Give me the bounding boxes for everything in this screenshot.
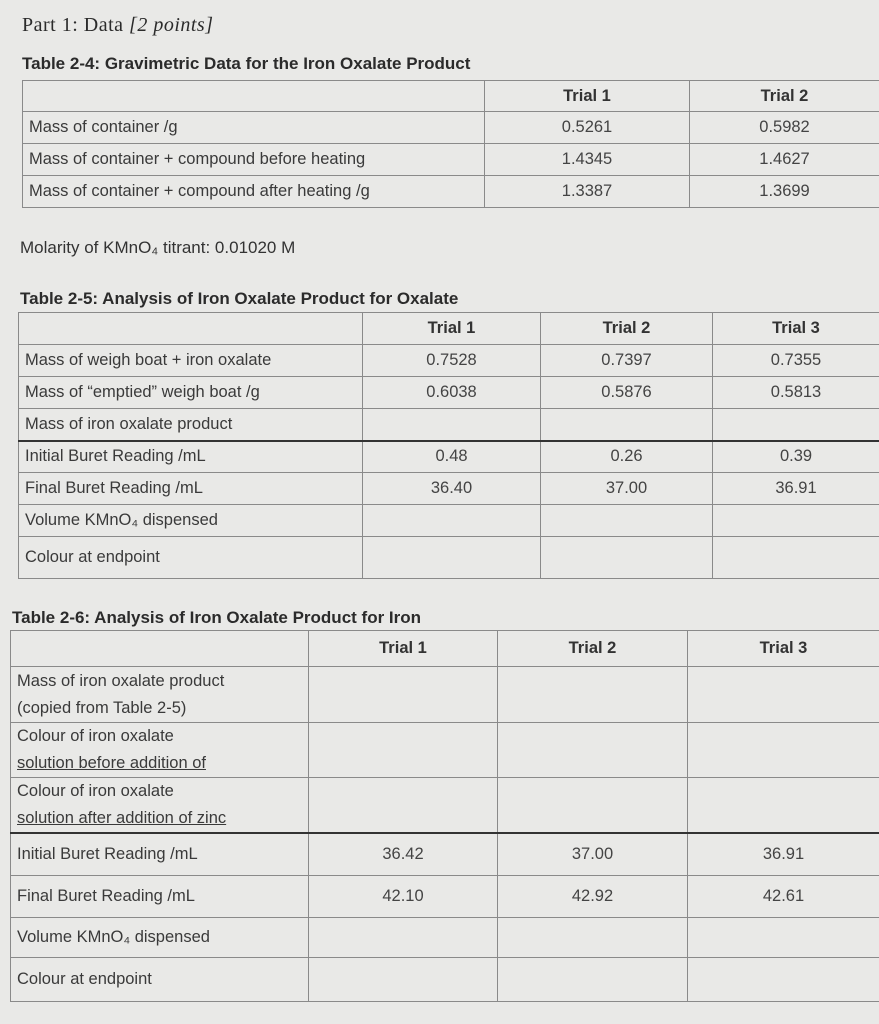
row-label: Final Buret Reading /mL [19,473,363,505]
table-row [19,473,879,505]
value-cell[interactable] [309,778,498,834]
row-label: Colour at endpoint [19,537,363,579]
value-cell[interactable]: 1.3699 [690,176,879,208]
table-row [23,112,879,144]
value-cell[interactable]: 36.40 [363,473,541,505]
part-points: [2 points] [129,14,214,36]
value-cell[interactable] [713,537,879,579]
value-cell[interactable]: 1.4627 [690,144,879,176]
row-label-line: Colour of iron oxalate [17,782,174,800]
value-cell[interactable] [688,957,879,1001]
table-row [19,537,879,579]
row-label-line: Mass of iron oxalate product [17,671,225,690]
table-2-6 [10,630,879,1002]
table-2-6-caption: Table 2-6: Analysis of Iron Oxalate Product for Iron [12,608,422,627]
value-cell[interactable]: 0.5876 [541,377,713,409]
value-cell[interactable] [309,957,498,1001]
table-header-row [19,313,879,345]
value-cell[interactable] [498,917,688,957]
value-cell[interactable]: 0.5813 [713,377,879,409]
molarity-text: Molarity of KMnO₄ titrant: 0.01020 M [20,238,296,257]
row-label: Mass of container + compound before heating [23,144,485,176]
value-cell[interactable]: 42.61 [688,875,879,917]
header-cell: Trial 1 [309,631,498,667]
row-label-line: solution after addition of zinc [17,809,227,827]
row-label: Mass of container + compound after heating /g [23,176,485,208]
table-row [19,441,879,473]
value-cell[interactable] [541,409,713,441]
value-cell[interactable] [713,505,879,537]
value-cell[interactable] [541,537,713,579]
value-cell[interactable] [541,505,713,537]
table-header-row [11,631,879,667]
row-label: Mass of “emptied” weigh boat /g [19,377,363,409]
row-label: Initial Buret Reading /mL [11,833,309,875]
value-cell[interactable] [498,778,688,834]
table-2-4 [22,80,879,208]
header-cell: Trial 2 [498,631,688,667]
value-cell[interactable]: 0.39 [713,441,879,473]
row-label: Mass of weigh boat + iron oxalate [19,345,363,377]
header-cell [19,313,363,345]
header-cell: Trial 3 [688,631,879,667]
row-label: Initial Buret Reading /mL [19,441,363,473]
value-cell[interactable] [498,723,688,778]
table-row [11,778,879,834]
header-cell [23,81,485,112]
table-row [19,377,879,409]
header-cell: Trial 1 [363,313,541,345]
value-cell[interactable]: 42.10 [309,875,498,917]
table-row [11,833,879,875]
row-label: Final Buret Reading /mL [11,875,309,917]
value-cell[interactable] [363,505,541,537]
value-cell[interactable] [688,917,879,957]
table-row [19,345,879,377]
value-cell[interactable] [498,957,688,1001]
table-row [19,505,879,537]
row-label-line: solution before addition of [17,754,206,772]
row-label [11,667,309,723]
header-cell [11,631,309,667]
value-cell[interactable] [498,667,688,723]
value-cell[interactable]: 36.42 [309,833,498,875]
value-cell[interactable] [688,667,879,723]
value-cell[interactable]: 0.5982 [690,112,879,144]
row-label: Volume KMnO₄ dispensed [11,917,309,957]
table-row [11,917,879,957]
table-2-4-caption: Table 2-4: Gravimetric Data for the Iron Oxalate Product [22,54,471,73]
header-cell: Trial 2 [690,81,879,112]
value-cell[interactable]: 37.00 [498,833,688,875]
value-cell[interactable]: 42.92 [498,875,688,917]
row-label [11,778,309,834]
value-cell[interactable] [309,917,498,957]
row-label: Mass of container /g [23,112,485,144]
value-cell[interactable]: 0.7397 [541,345,713,377]
row-label [11,723,309,778]
value-cell[interactable]: 0.48 [363,441,541,473]
table-row [23,176,879,208]
value-cell[interactable] [688,723,879,778]
row-label-line: Colour of iron oxalate [17,727,174,745]
table-row [11,667,879,723]
header-cell: Trial 3 [713,313,879,345]
value-cell[interactable]: 1.4345 [485,144,690,176]
header-cell: Trial 1 [485,81,690,112]
header-cell: Trial 2 [541,313,713,345]
row-label: Mass of iron oxalate product [19,409,363,441]
table-row [23,144,879,176]
value-cell[interactable] [688,778,879,834]
value-cell[interactable]: 36.91 [688,833,879,875]
value-cell[interactable] [363,537,541,579]
table-row [11,723,879,778]
value-cell[interactable]: 37.00 [541,473,713,505]
part-title [22,14,214,37]
table-row [19,409,879,441]
value-cell[interactable]: 0.7355 [713,345,879,377]
value-cell[interactable]: 0.26 [541,441,713,473]
row-label: Volume KMnO₄ dispensed [19,505,363,537]
table-row [11,957,879,1001]
value-cell[interactable]: 36.91 [713,473,879,505]
value-cell[interactable]: 0.7528 [363,345,541,377]
row-label-line: (copied from Table 2-5) [17,698,187,717]
table-row [11,875,879,917]
row-label: Colour at endpoint [11,957,309,1001]
table-header-row [23,81,879,112]
table-2-5-caption: Table 2-5: Analysis of Iron Oxalate Product for Oxalate [20,289,459,308]
value-cell[interactable] [713,409,879,441]
value-cell[interactable]: 0.6038 [363,377,541,409]
part-label: Part 1: Data [22,14,124,36]
value-cell[interactable] [309,667,498,723]
table-2-5 [18,312,879,579]
value-cell[interactable] [309,723,498,778]
value-cell[interactable]: 1.3387 [485,176,690,208]
value-cell[interactable]: 0.5261 [485,112,690,144]
value-cell[interactable] [363,409,541,441]
